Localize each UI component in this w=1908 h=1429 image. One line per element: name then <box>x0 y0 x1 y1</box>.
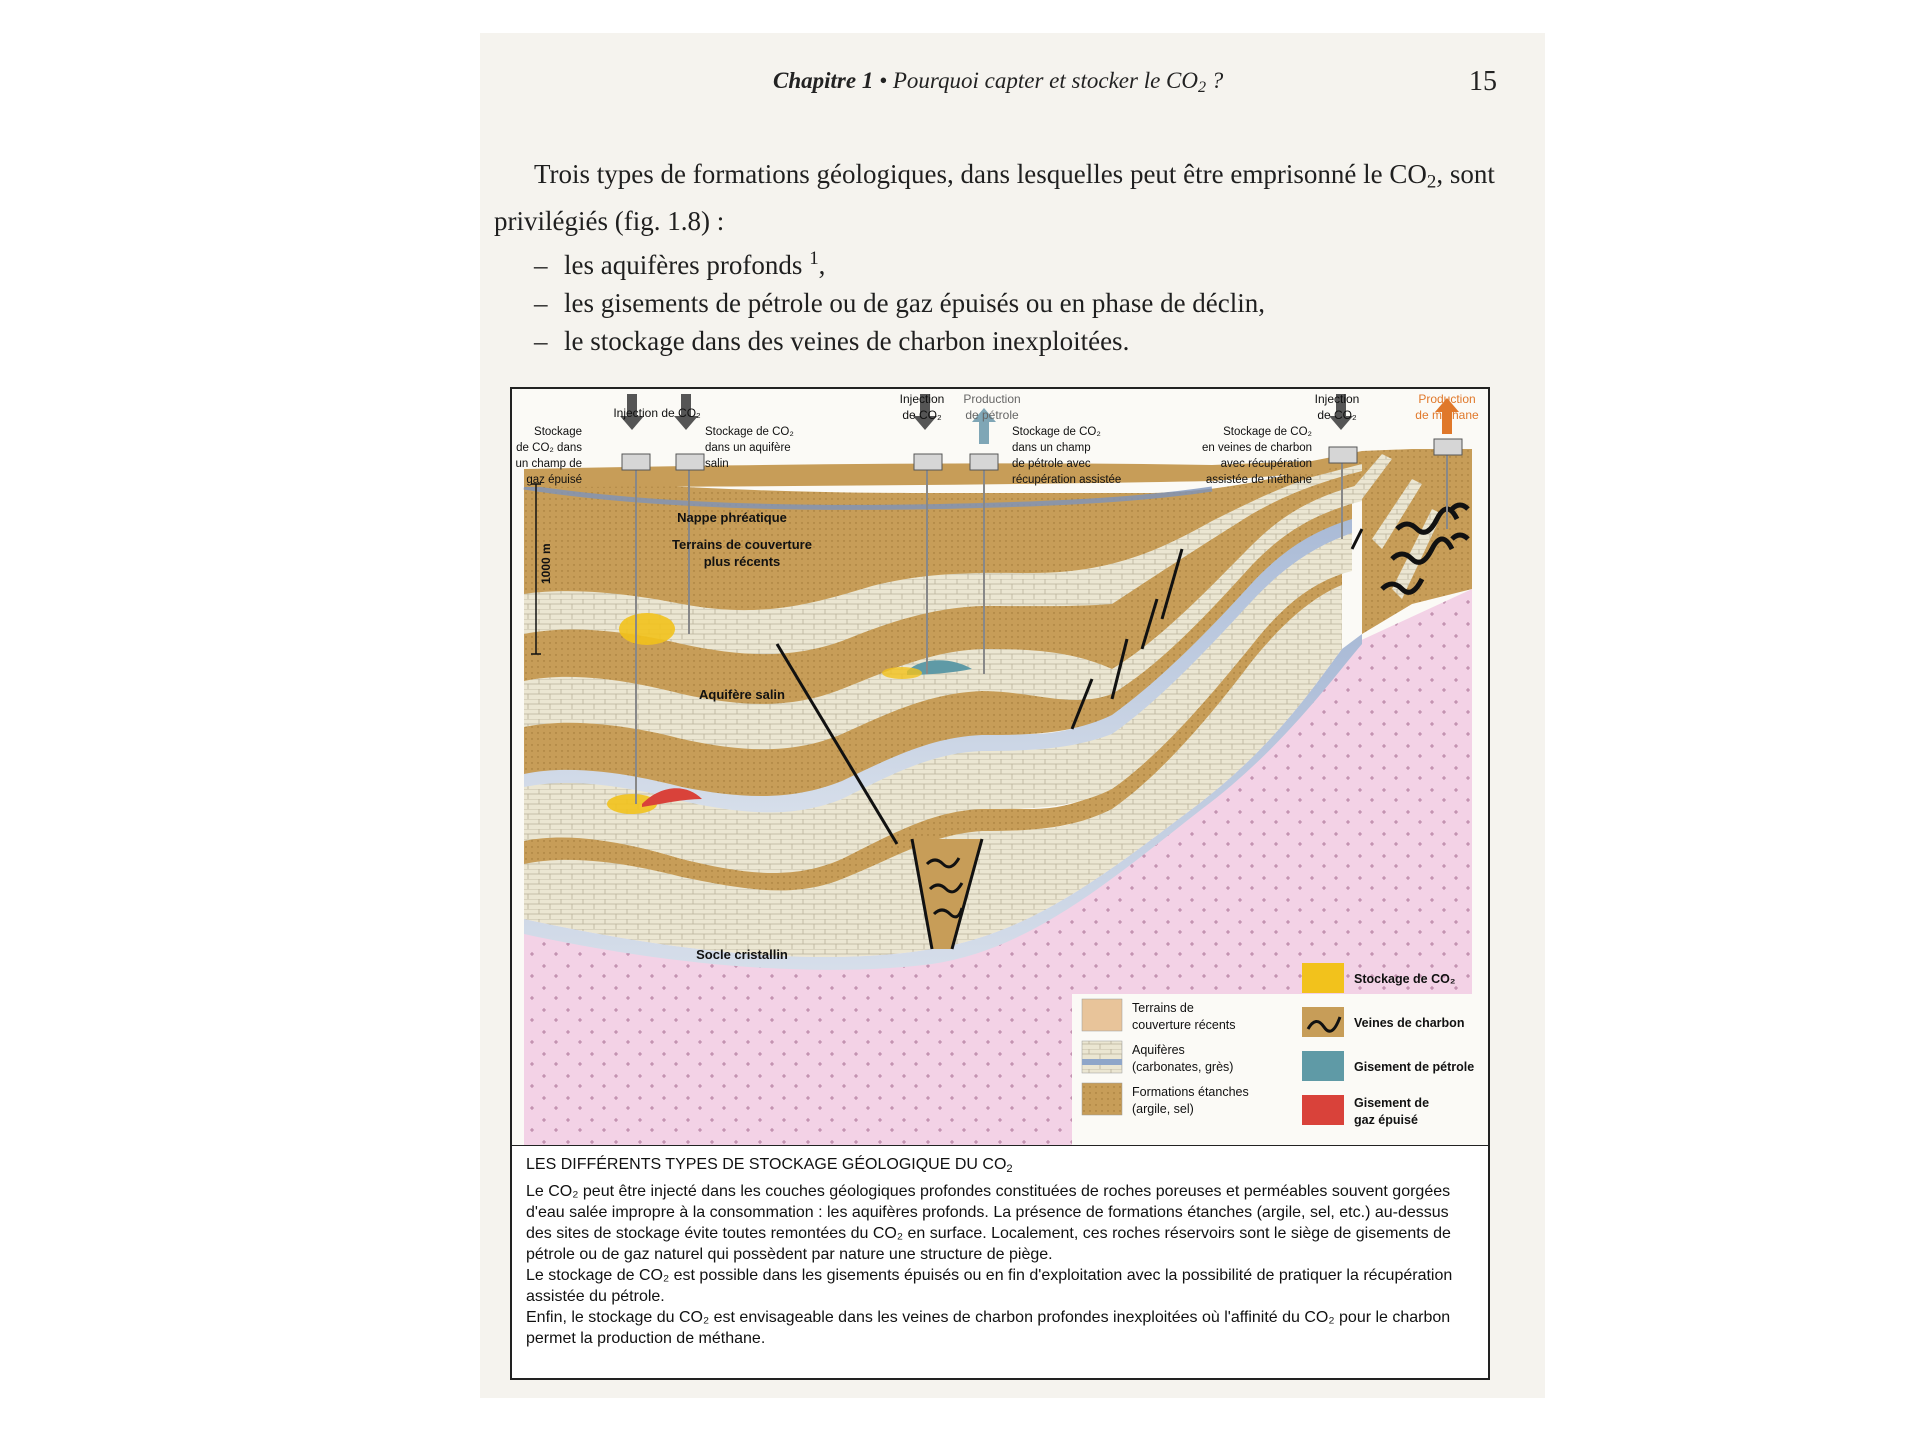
scale-label: 1000 m <box>539 543 553 584</box>
caption-paragraph-1: Le CO₂ peut être injecté dans les couches géologiques profondes constituées de roches poreuses et perméables souvent gorgées d'eau salée impropre à la consommation : les aquifères profonds. La présence de formations étanches (argile, sel, etc.) au-dessus des sites de stockage évite toutes remontées du CO₂ en surface. Localement, ces roches réservoirs sont le siège de gisements de pétrole ou de gaz naturel qui possèdent par nature une structure de piège. <box>526 1182 1451 1263</box>
svg-text:Gisement de pétrole: Gisement de pétrole <box>1354 1060 1475 1074</box>
svg-text:Production: Production <box>1418 392 1476 406</box>
svg-text:Stockage de CO₂: Stockage de CO₂ <box>1354 972 1456 986</box>
svg-text:(argile, sel): (argile, sel) <box>1132 1102 1194 1116</box>
chapter-title-end: ? <box>1206 68 1224 93</box>
svg-text:en veines de charbon: en veines de charbon <box>1202 442 1312 454</box>
svg-text:gaz épuisé: gaz épuisé <box>1354 1113 1418 1127</box>
nappe-label: Nappe phréatique <box>677 510 787 525</box>
svg-text:assistée de méthane: assistée de méthane <box>1205 474 1312 486</box>
store-coal-label <box>1202 426 1312 486</box>
oil-production-label <box>963 392 1020 422</box>
svg-text:Injection: Injection <box>1314 392 1360 406</box>
geology-figure <box>510 387 1490 1147</box>
book-page <box>480 33 1545 1398</box>
co2-storage-aquifer <box>619 613 675 645</box>
svg-text:Injection: Injection <box>899 392 945 406</box>
intro-paragraph: Trois types de formations géologiques, dans lesquelles peut être emprisonné le $CO_2$, sont privilégiés (fig. 1.8) : <box>494 159 1495 236</box>
chapter-heading: Chapitre 1 • Pourquoi capter et stocker le $CO_2$ ? <box>773 68 1224 97</box>
intro-text <box>494 155 1534 360</box>
svg-text:(carbonates, grès): (carbonates, grès) <box>1132 1060 1234 1074</box>
svg-text:un champ de: un champ de <box>515 458 582 470</box>
svg-text:Stockage de CO₂: Stockage de CO₂ <box>705 426 794 438</box>
caption-title: LES DIFFÉRENTS TYPES DE STOCKAGE GÉOLOGIQUE DU $CO_2$ <box>526 1156 1013 1175</box>
chapter-label: Chapitre 1 <box>773 68 874 93</box>
page-number: 15 <box>1469 66 1497 97</box>
footnote-mark[interactable]: 1 <box>809 247 819 269</box>
list-item: – les gisements de pétrole ou de gaz épuisés ou en phase de déclin, <box>534 287 1266 318</box>
figure-caption <box>510 1145 1490 1380</box>
svg-text:Terrains de: Terrains de <box>1132 1001 1194 1015</box>
terrains-label-1: Terrains de couverture <box>672 537 812 552</box>
svg-text:Stockage de CO₂: Stockage de CO₂ <box>1012 426 1101 438</box>
svg-text:Formations étanches: Formations étanches <box>1132 1085 1249 1099</box>
svg-text:dans un champ: dans un champ <box>1012 442 1091 454</box>
socle-label: Socle cristallin <box>696 947 788 962</box>
store-oil-label <box>1012 426 1121 486</box>
svg-text:Veines de charbon: Veines de charbon <box>1354 1016 1465 1030</box>
svg-text:Stockage: Stockage <box>534 426 582 438</box>
svg-text:de méthane: de méthane <box>1415 408 1479 422</box>
terrains-label-2: plus récents <box>703 554 781 569</box>
svg-text:avec récupération: avec récupération <box>1220 458 1312 470</box>
svg-text:Gisement de: Gisement de <box>1354 1096 1430 1110</box>
svg-text:Production: Production <box>963 392 1021 406</box>
svg-text:Aquifères: Aquifères <box>1132 1043 1185 1057</box>
store-aquifer-label <box>705 426 794 470</box>
svg-text:de pétrole avec: de pétrole avec <box>1012 458 1091 470</box>
chapter-title: • Pourquoi capter et stocker le CO <box>879 68 1198 93</box>
formation-list <box>494 240 1534 360</box>
svg-text:Stockage de CO₂: Stockage de CO₂ <box>1223 426 1312 438</box>
store-field-label <box>516 426 583 486</box>
svg-text:salin: salin <box>705 458 729 470</box>
svg-text:de CO₂ dans: de CO₂ dans <box>516 442 582 454</box>
svg-text:gaz épuisé: gaz épuisé <box>526 474 582 486</box>
aquifer-label: Aquifère salin <box>699 687 785 702</box>
svg-text:couverture récents: couverture récents <box>1132 1018 1236 1032</box>
geology-cross-section <box>512 389 1492 1149</box>
svg-text:récupération assistée: récupération assistée <box>1012 474 1122 486</box>
caption-paragraph-3: Enfin, le stockage du CO₂ est envisageable dans les veines de charbon profondes inexploitées où l'affinité du CO₂ pour le charbon permet la production de méthane. <box>526 1308 1451 1347</box>
injection-label-1: Injection de CO₂ <box>613 406 701 420</box>
caption-paragraph-2: Le stockage de CO₂ est possible dans les gisements épuisés ou en fin d'exploitation avec la possibilité de pratiquer la récupération assistée du pétrole. <box>526 1266 1453 1305</box>
svg-text:de pétrole: de pétrole <box>965 408 1019 422</box>
svg-text:dans un aquifère: dans un aquifère <box>705 442 791 454</box>
list-item: – le stockage dans des veines de charbon inexploitées. <box>534 325 1130 356</box>
svg-text:de CO₂: de CO₂ <box>1317 408 1357 422</box>
list-item: – les aquifères profonds $^1$, <box>534 247 826 280</box>
svg-text:de CO₂: de CO₂ <box>902 408 942 422</box>
